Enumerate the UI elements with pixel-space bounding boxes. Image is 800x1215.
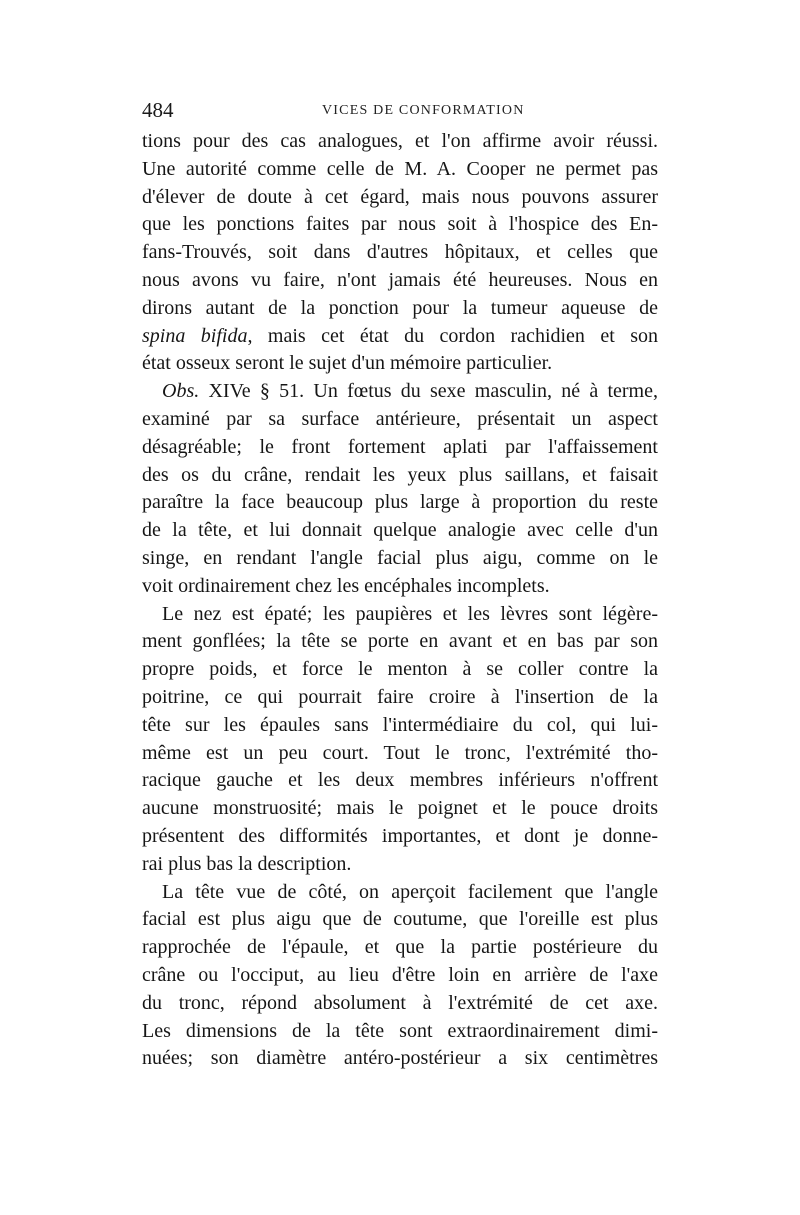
text-line: Obs. XIVe § 51. Un fœtus du sexe masculin, né à terme,	[162, 380, 658, 403]
page-number: 484	[142, 98, 174, 122]
text-line: examiné par sa surface antérieure, présentait un aspect	[142, 407, 658, 430]
text-line: des os du crâne, rendait les yeux plus saillans, et faisait	[142, 463, 658, 486]
text-line: spina bifida, mais cet état du cordon rachidien et son	[142, 324, 658, 347]
text-line: du tronc, répond absolument à l'extrémité de cet axe.	[142, 991, 658, 1014]
text-line: propre poids, et force le menton à se coller contre la	[142, 658, 658, 681]
text-line: fans-Trouvés, soit dans d'autres hôpitaux, et celles que	[142, 241, 658, 264]
text-line: présentent des difformités importantes, et dont je donne-	[142, 824, 658, 847]
paragraph-2	[142, 378, 658, 600]
text-line: rai plus bas la description.	[142, 852, 352, 875]
text-line: état osseux seront le sujet d'un mémoire particulier.	[142, 352, 553, 375]
paragraph-3	[142, 601, 658, 879]
text-line: nous avons vu faire, n'ont jamais été heureuses. Nous en	[142, 268, 658, 291]
paragraph-1	[142, 128, 658, 378]
text-line: tête sur les épaules sans l'intermédiaire du col, qui lui-	[142, 713, 658, 736]
text-line: crâne ou l'occiput, au lieu d'être loin en arrière de l'axe	[142, 963, 658, 986]
text-line: même est un peu court. Tout le tronc, l'extrémité tho-	[142, 741, 658, 764]
text-line: facial est plus aigu que de coutume, que l'oreille est plus	[142, 908, 658, 931]
text-line: rapprochée de l'épaule, et que la partie postérieure du	[142, 936, 658, 959]
page-header	[142, 98, 657, 128]
text-line: d'élever de doute à cet égard, mais nous pouvons assurer	[142, 185, 658, 208]
text-line: Les dimensions de la tête sont extraordinairement dimi-	[142, 1019, 658, 1042]
text-line: ment gonflées; la tête se porte en avant et en bas par son	[142, 630, 658, 653]
text-line: racique gauche et les deux membres inférieurs n'offrent	[142, 769, 658, 792]
text-line: voit ordinairement chez les encéphales incomplets.	[142, 574, 550, 597]
text-line: poitrine, ce qui pourrait faire croire à l'insertion de la	[142, 685, 658, 708]
text-line: aucune monstruosité; mais le poignet et le pouce droits	[142, 797, 658, 820]
body-text	[142, 128, 658, 1073]
text-line: tions pour des cas analogues, et l'on affirme avoir réussi.	[142, 130, 658, 152]
text-line: singe, en rendant l'angle facial plus aigu, comme on le	[142, 546, 658, 569]
text-line: nuées; son diamètre antéro-postérieur a six centimètres	[142, 1047, 658, 1070]
text-line: Une autorité comme celle de M. A. Cooper ne permet pas	[142, 157, 658, 180]
text-line: La tête vue de côté, on aperçoit facilement que l'angle	[162, 880, 658, 903]
text-line: de la tête, et lui donnait quelque analogie avec celle d'un	[142, 519, 658, 542]
text-line: que les ponctions faites par nous soit à l'hospice des En-	[142, 213, 658, 236]
paragraph-4	[142, 879, 658, 1074]
text-line: désagréable; le front fortement aplati par l'affaissement	[142, 435, 658, 458]
text-line: paraître la face beaucoup plus large à proportion du reste	[142, 491, 658, 514]
running-head: VICES DE CONFORMATION	[322, 103, 525, 118]
text-line: Le nez est épaté; les paupières et les lèvres sont légère-	[162, 602, 658, 625]
text-line: dirons autant de la ponction pour la tumeur aqueuse de	[142, 296, 658, 319]
